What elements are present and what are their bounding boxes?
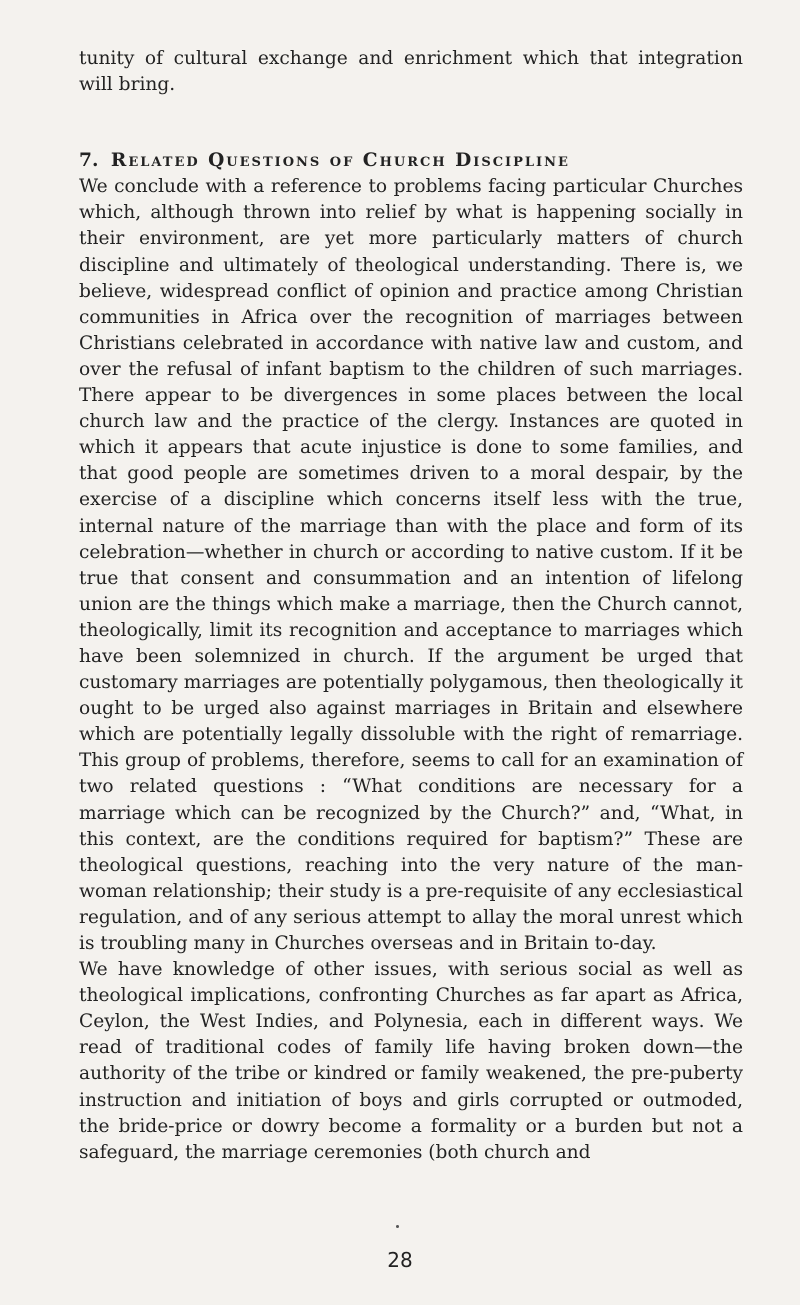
body-paragraph-2: We have knowledge of other issues, with serious social as well as theological implications, confronting Churches as far apart as Africa, Ceylon, the West Indies, and Polynesia, each in different ways. We read of traditional codes of family life having broken down—the authority of the tribe or kindred or family weakened, the pre-puberty instruction and initiation of boys and girls corrupted or outmoded, the bride-price or dowry become a formality or a burden but not a safeguard, the marriage ceremonies (both church and — [79, 959, 743, 1163]
opening-paragraph: tunity of cultural exchange and enrichment which that integration will bring. — [79, 48, 743, 96]
body-paragraph-1: We conclude with a reference to problems facing particular Churches which, although thrown into relief by what is happening socially in their environment, are yet more particularly matters of church discipline and ultimately of theological understanding. There is, we believe, widespread conflict of opinion and practice among Christian communities in Africa over the recognition of marriages between Christians celebrated in accordance with native law and custom, and over the refusal of infant baptism to the children of such marriages. There appear to be divergences in some places between the local church law and the practice of the clergy. Instances are quoted in which it appears that acute injustice is done to some families, and that good people are sometimes driven to a moral despair, by the exercise of a discipline which concerns itself less with the true, internal nature of the marriage than with the place and form of its celebration—whether in church or according to native custom. If it be true that consent and consummation and an intention of lifelong union are the things which make a marriage, then the Church cannot, theologically, limit its recognition and acceptance to marriages which have been solemnized in church. If the argument be urged that customary marriages are potentially polygamous, then theologically it ought to be urged also against marriages in Britain and elsewhere which are potentially legally dissoluble with the right of remarriage. This group of problems, therefore, seems to call for an examination of two related questions : “What conditions are necessary for a marriage which can be recognized by the Church?” and, “What, in this context, are the conditions required for baptism?” These are theological questions, reaching into the very nature of the man-woman relationship; their study is a pre-requisite of any ecclesiastical regulation, and of any serious attempt to allay the moral unrest which is troubling many in Churches overseas and in Britain to-day. — [79, 176, 743, 954]
section-title: Related Questions of Church Discipline — [110, 150, 570, 172]
page-number: 28 — [387, 1248, 413, 1272]
section-number: 7. — [79, 150, 99, 172]
page-body — [79, 46, 743, 1166]
print-mark — [396, 1225, 399, 1228]
section-heading — [79, 148, 743, 174]
